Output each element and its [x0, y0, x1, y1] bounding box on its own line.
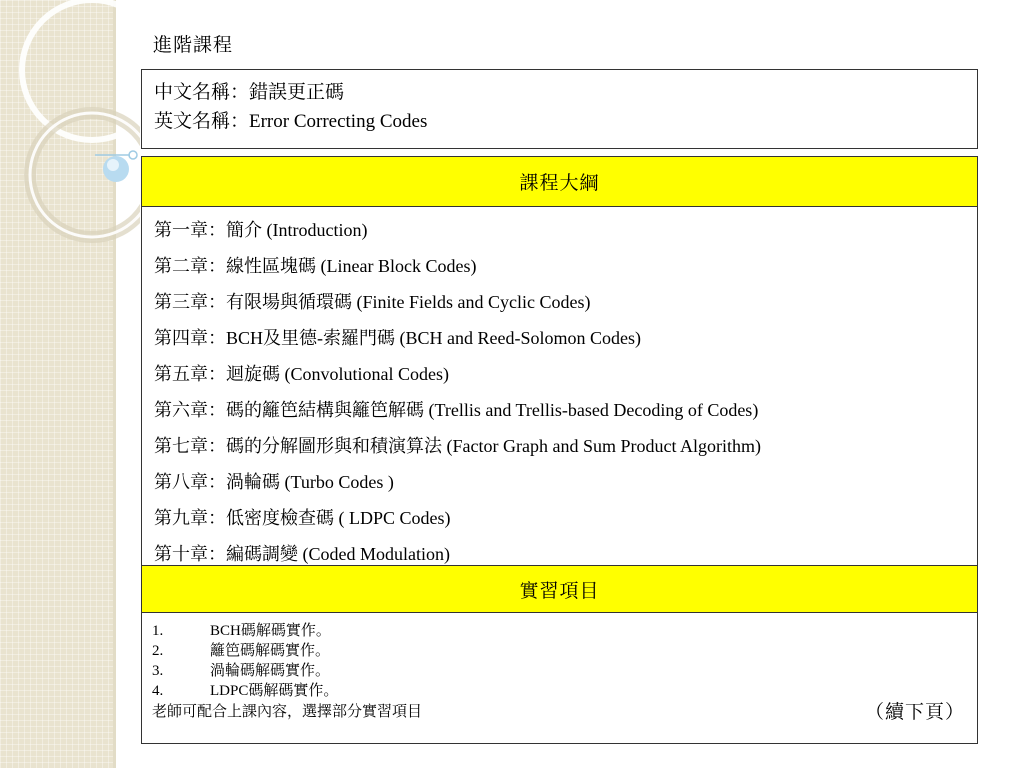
practice-item-text: BCH碼解碼實作。: [210, 623, 331, 639]
chapter-item: 第四章：BCH及里德-索羅門碼 (BCH and Reed-Solomon Codes): [154, 328, 641, 348]
chapter-item: 第六章：碼的籬笆結構與籬笆解碼 (Trellis and Trellis-based Decoding of Codes): [154, 400, 759, 420]
english-name: 英文名稱：Error Correcting Codes: [154, 111, 428, 132]
decorative-arcs: [0, 0, 140, 260]
chinese-name: 中文名稱：錯誤更正碼: [154, 82, 345, 103]
page-heading: 進階課程: [153, 35, 234, 56]
outline-header: 課程大綱: [142, 157, 977, 207]
chapter-item: 第九章：低密度檢查碼 ( LDPC Codes): [154, 508, 451, 528]
chapter-item: 第一章：簡介 (Introduction): [154, 220, 368, 240]
practice-item-text: 渦輪碼解碼實作。: [210, 663, 331, 679]
chapter-item: 第十章：編碼調變 (Coded Modulation): [154, 544, 450, 564]
chapter-item: 第二章：線性區塊碼 (Linear Block Codes): [154, 256, 477, 276]
chapter-item: 第八章：渦輪碼 (Turbo Codes ): [154, 472, 394, 492]
practice-item: [152, 681, 967, 701]
chapter-item: 第三章：有限場與循環碼 (Finite Fields and Cyclic Codes): [154, 292, 591, 312]
practice-item: [152, 641, 967, 661]
chapter-item: 第七章：碼的分解圖形與和積演算法 (Factor Graph and Sum Product Algorithm): [154, 436, 761, 456]
practice-item-number: 1.: [152, 623, 164, 639]
practice-item: [152, 621, 967, 641]
course-name-box: [141, 69, 978, 149]
practice-item-number: 4.: [152, 683, 164, 699]
course-outline-table: [141, 156, 978, 744]
practice-item: [152, 661, 967, 681]
small-ring-icon: [129, 151, 137, 159]
practice-item-text: LDPC碼解碼實作。: [210, 683, 339, 699]
chapter-list: [142, 207, 977, 565]
chapter-item: 第五章：迴旋碼 (Convolutional Codes): [154, 364, 449, 384]
practice-note: 老師可配合上課內容，選擇部分實習項目: [152, 704, 423, 720]
practice-section: [142, 613, 977, 743]
practice-header: 實習項目: [142, 565, 977, 613]
practice-item-text: 籬笆碼解碼實作。: [210, 643, 331, 659]
continued-label: （續下頁）: [864, 702, 965, 723]
practice-item-number: 3.: [152, 663, 164, 679]
practice-item-number: 2.: [152, 643, 164, 659]
